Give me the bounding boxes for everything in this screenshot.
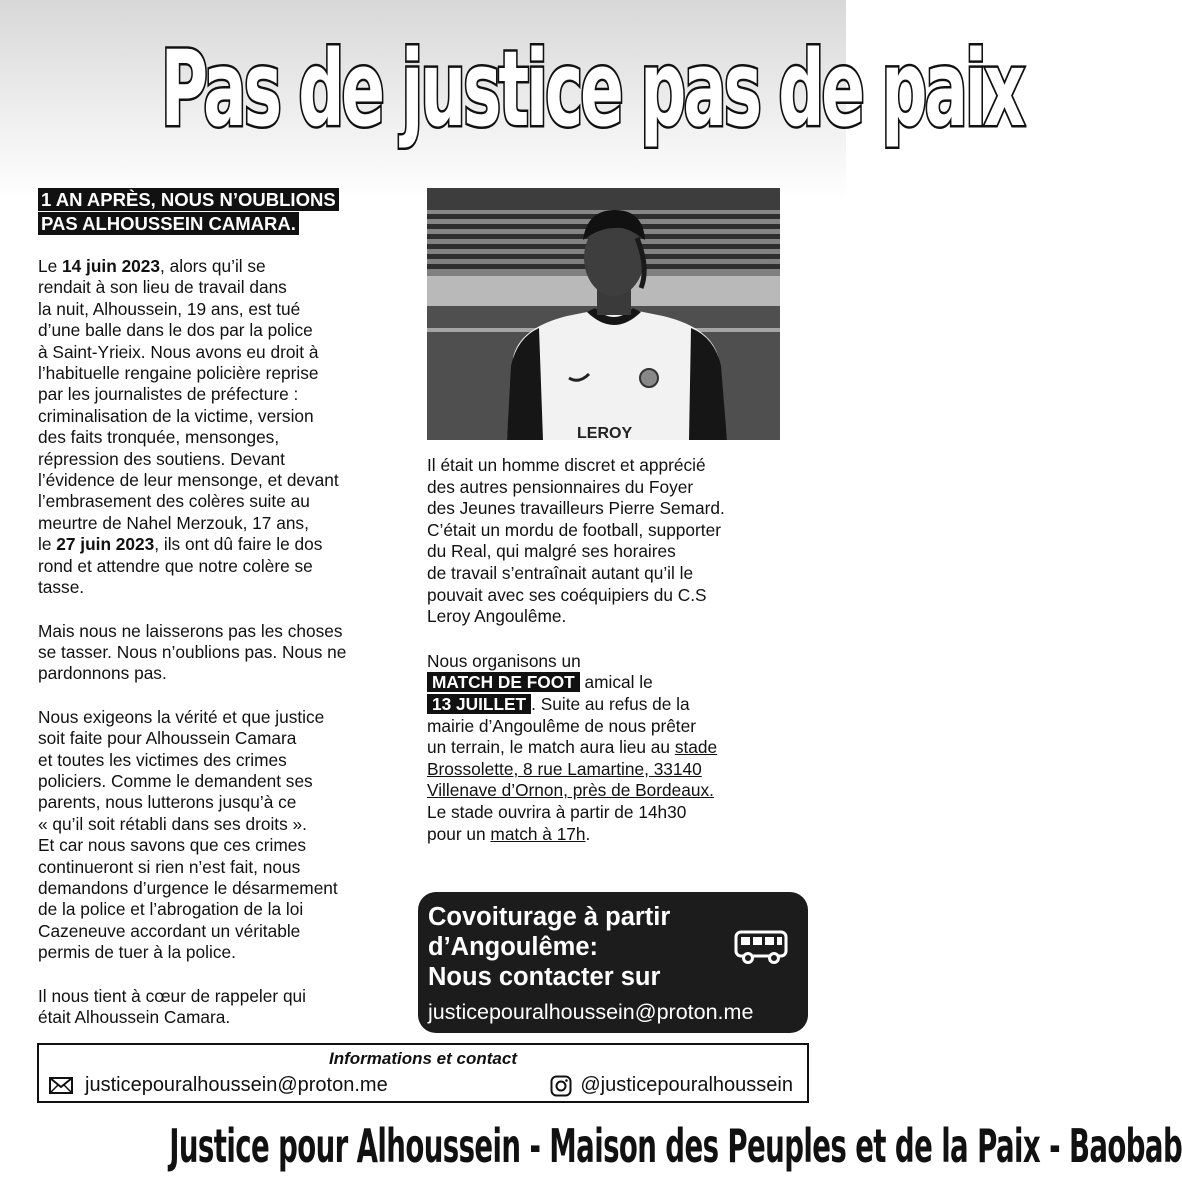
match-time: match à 17h — [490, 823, 586, 844]
story-line: des faits tronquée, mensonges, — [38, 427, 280, 448]
demands-line: demandons d’urgence le désarmement — [38, 877, 338, 898]
carpool-line-2: d’Angoulême: — [428, 933, 598, 961]
about-line: de travail s’entraînait autant qu’il le — [427, 562, 694, 583]
section-heading — [38, 188, 408, 236]
about-line: du Real, qui malgré ses horaires — [427, 541, 676, 562]
contact-email[interactable]: justicepouralhoussein@proton.me — [85, 1074, 388, 1096]
not-forget-line: Mais nous ne laisserons pas les choses — [38, 620, 343, 641]
bold-date: 14 juin 2023 — [62, 256, 161, 276]
carpool-line-3: Nous contacter sur — [428, 963, 661, 991]
about-line: C’était un mordu de football, supporter — [427, 519, 721, 540]
story-line: d’une balle dans le dos par la police — [38, 320, 313, 341]
shirt-sponsor: LEROY — [577, 425, 633, 442]
stadium-link-2[interactable]: Brossolette, 8 rue Lamartine, 33140 — [427, 758, 702, 779]
bus-icon — [734, 930, 788, 964]
stadium-link-1[interactable]: stade — [674, 737, 718, 758]
demands-line: Et car nous savons que ces crimes — [38, 835, 306, 856]
demands-line: policiers. Comme le demandent ses — [38, 770, 313, 791]
contact-instagram[interactable]: @justicepouralhoussein — [580, 1074, 793, 1096]
story-line: Le 14 juin 2023, alors qu’il se — [38, 256, 266, 276]
demands-line: soit faite pour Alhoussein Camara — [38, 728, 297, 749]
story-line: tasse. — [38, 577, 85, 598]
paragraph-story — [38, 256, 408, 599]
about-line: des autres pensionnaires du Foyer — [427, 476, 694, 497]
terrain-text: un terrain, le match aura lieu au — [427, 737, 675, 758]
about-line: des Jeunes travailleurs Pierre Semard. — [427, 498, 725, 519]
match-line — [427, 672, 797, 694]
about-line: Leroy Angoulême. — [427, 606, 567, 627]
end-period: . — [585, 823, 591, 844]
paragraph-not-forget — [38, 621, 408, 685]
stadium-opening: Le stade ouvrira à partir de 14h30 — [427, 801, 687, 822]
carpool-email[interactable]: justicepouralhoussein@proton.me — [428, 1000, 754, 1024]
demands-line: Nous exigeons la vérité et que justice — [38, 706, 325, 727]
story-line: meurtre de Nahel Merzouk, 17 ans, — [38, 512, 309, 533]
portrait-photo — [427, 188, 780, 440]
paragraph-remember — [38, 986, 408, 1029]
date-after-text: . Suite au refus de la — [531, 693, 690, 714]
paragraph-about — [427, 455, 797, 628]
date-highlight: 13 JUILLET — [427, 694, 531, 714]
match-highlight: MATCH DE FOOT — [427, 672, 580, 692]
contact-box — [37, 1043, 809, 1103]
paragraph-demands — [38, 707, 408, 964]
mail-icon — [49, 1077, 73, 1094]
bold-date: 27 juin 2023 — [56, 534, 155, 555]
carpool-line-1: Covoiturage à partir — [428, 903, 671, 931]
stadium-link-3[interactable]: Villenave d’Ornon, près de Bordeaux. — [427, 780, 714, 801]
story-line: par les journalistes de préfecture : — [38, 384, 299, 405]
story-line: l’évidence de leur mensonge, et devant — [38, 470, 339, 491]
match-line-mairie: mairie d’Angoulême de nous prêter — [427, 715, 696, 736]
demands-line: « qu’il soit rétabli dans ses droits ». — [38, 813, 307, 834]
not-forget-line: se tasser. Nous n’oublions pas. Nous ne — [38, 641, 347, 662]
story-line: l’habituelle rengaine policière reprise — [38, 363, 319, 384]
paragraph-match — [427, 651, 797, 845]
story-line: rond et attendre que notre colère se — [38, 555, 313, 576]
heading-line-1: 1 AN APRÈS, NOUS N’OUBLIONS — [38, 188, 339, 211]
demands-line: parents, nous lutterons jusqu’à ce — [38, 792, 297, 813]
about-line: Il était un homme discret et apprécié — [427, 455, 706, 475]
demands-line: et toutes les victimes des crimes — [38, 749, 287, 770]
left-column — [38, 188, 408, 1028]
demands-line: permis de tuer à la police. — [38, 942, 236, 963]
story-line: la nuit, Alhoussein, 19 ans, est tué — [38, 298, 301, 319]
about-line: pouvait avec ses coéquipiers du C.S — [427, 584, 707, 605]
story-line: criminalisation de la victime, version — [38, 405, 314, 426]
story-line: répression des soutiens. Devant — [38, 448, 285, 469]
not-forget-line: pardonnons pas. — [38, 663, 167, 684]
story-line: le 27 juin 2023, ils ont dû faire le dos — [38, 534, 323, 555]
heading-line-2: PAS ALHOUSSEIN CAMARA. — [38, 212, 299, 235]
contact-instagram-row[interactable] — [550, 1074, 793, 1097]
match-line-terrain — [427, 737, 797, 759]
demands-line: de la police et l’abrogation de la loi — [38, 899, 304, 920]
contact-title: Informations et contact — [329, 1049, 517, 1068]
date-line — [427, 694, 797, 716]
pour-text: pour un — [427, 823, 491, 844]
match-intro: Nous organisons un — [427, 650, 581, 671]
right-column — [427, 455, 797, 845]
remember-line: était Alhoussein Camara. — [38, 1007, 231, 1027]
carpool-box — [418, 892, 808, 1033]
demands-line: Cazeneuve accordant un véritable — [38, 920, 301, 941]
match-amical-text: amical le — [579, 672, 653, 693]
match-time-line — [427, 824, 797, 846]
story-line: l’embrasement des colères suite au — [38, 491, 310, 512]
story-line: à Saint-Yrieix. Nous avons eu droit à — [38, 341, 319, 362]
main-title: Pas de justice pas de paix — [160, 28, 1023, 150]
contact-email-row[interactable] — [49, 1074, 388, 1097]
instagram-icon — [550, 1075, 572, 1097]
footer-signature: Justice pour Alhoussein - Maison des Peuples et de la Paix - Baobab — [169, 1119, 1182, 1173]
demands-line: continueront si rien n’est fait, nous — [38, 856, 301, 877]
remember-line: Il nous tient à cœur de rappeler qui — [38, 985, 307, 1006]
story-line: rendait à son lieu de travail dans — [38, 277, 287, 298]
